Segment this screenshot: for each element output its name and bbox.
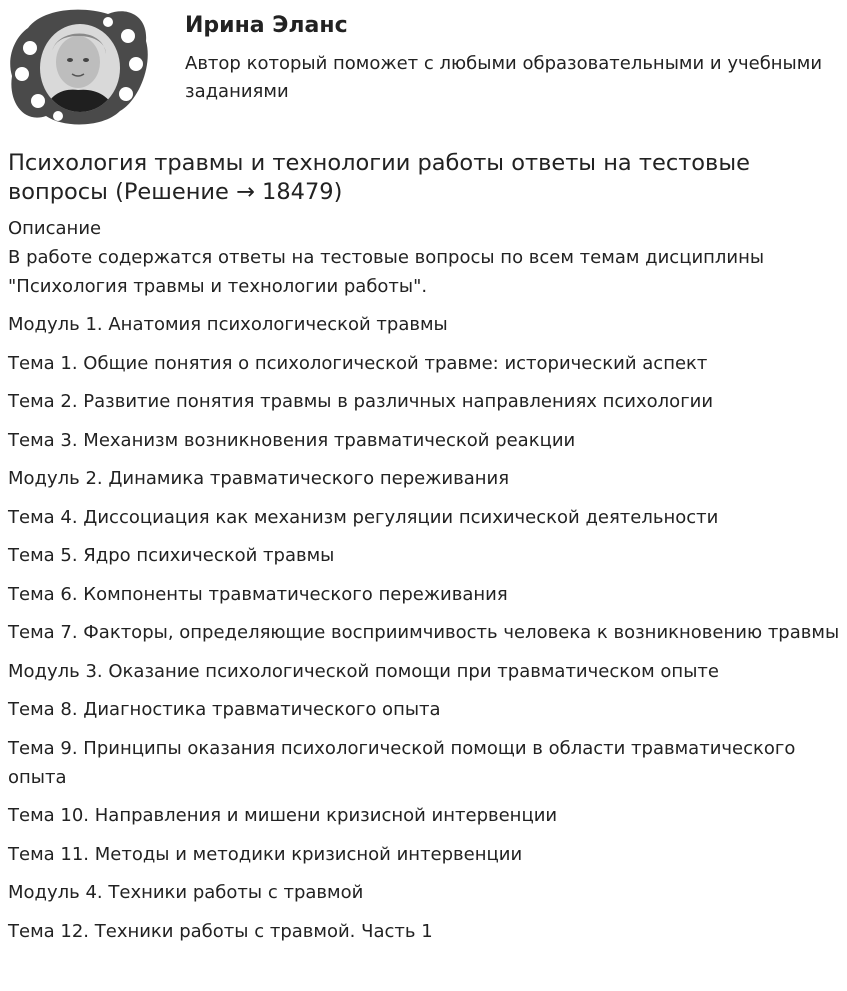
page-title: Психология травмы и технологии работы ответы на тестовые вопросы (Решение → 18479) (8, 150, 750, 205)
description-text: В работе содержатся ответы на тестовые вопросы по всем темам дисциплины "Психология травмы и технологии работы". (8, 247, 765, 297)
list-item: Тема 2. Развитие понятия травмы в различных направлениях психологии (8, 391, 714, 412)
list-item: Модуль 2. Динамика травматического переживания (8, 468, 510, 489)
list-item: Модуль 1. Анатомия психологической травмы (8, 314, 448, 335)
list-item: Тема 8. Диагностика травматического опыта (8, 699, 441, 720)
author-name[interactable]: Ирина Эланс (185, 13, 348, 38)
topic-list (8, 310, 843, 955)
author-header (0, 0, 847, 130)
list-item: Тема 5. Ядро психической травмы (8, 545, 335, 566)
list-item: Тема 11. Методы и методики кризисной интервенции (8, 843, 523, 865)
list-item: Тема 10. Направления и мишени кризисной интервенции (8, 805, 558, 826)
list-item: Модуль 3. Оказание психологической помощи при травматическом опыте (8, 660, 719, 682)
list-item: Модуль 4. Техники работы с травмой (8, 882, 364, 903)
list-item: Тема 4. Диссоциация как механизм регуляции психической деятельности (8, 506, 719, 528)
list-item: Тема 9. Принципы оказания психологической помощи в области травматического опыта (8, 737, 796, 788)
list-item: Тема 12. Техники работы с травмой. Часть 1 (8, 920, 433, 942)
list-item: Тема 1. Общие понятия о психологической травме: исторический аспект (8, 352, 708, 374)
author-avatar[interactable] (8, 6, 150, 126)
list-item: Тема 7. Факторы, определяющие восприимчивость человека к возникновению травмы (8, 622, 840, 643)
list-item: Тема 3. Механизм возникновения травматической реакции (8, 429, 576, 451)
list-item: Тема 6. Компоненты травматического переживания (8, 583, 508, 605)
author-description: Автор который поможет с любыми образовательными и учебными заданиями (185, 53, 823, 102)
description-label: Описание (8, 218, 102, 239)
